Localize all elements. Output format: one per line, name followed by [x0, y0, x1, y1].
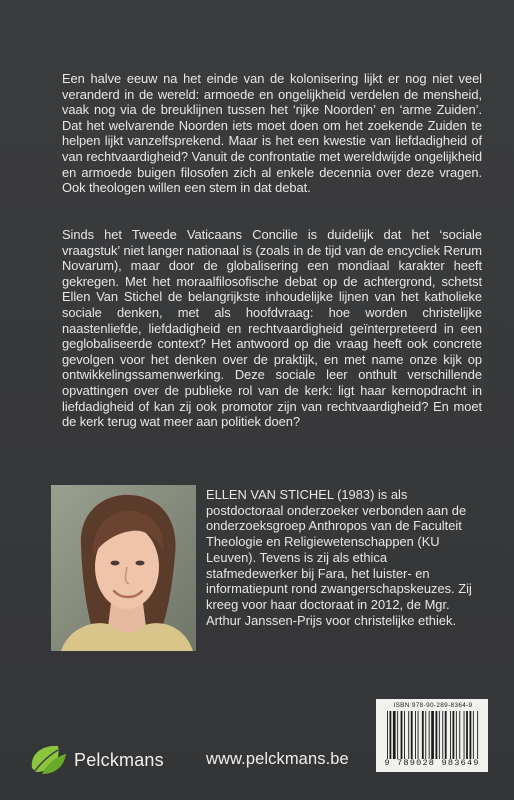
barcode-bar — [459, 711, 460, 759]
intro-paragraph: Een halve eeuw na het einde van de kolonisering lijkt er nog niet veel veranderd in de wereld: armoede en ongelijkheid verdelen de mensheid, vaak nog via de breuklijnen tussen het ‘rijke Noorden’ en ‘arme Zuiden’. Dat het welvarende Noorden iets moet doen om het zoekende Zuiden te helpen lijkt vanzelfsprekend. Maar is het een kwestie van liefdadigheid of van rechtvaardigheid? Vanuit de confrontatie met wereldwijde ongelijkheid en armoede buigen filosofen zich al enkele decennia over deze vragen. Ook theologen willen een stem in dat debat. — [62, 71, 482, 196]
barcode-bar — [408, 711, 409, 759]
barcode-bars — [387, 711, 485, 759]
barcode-bar — [453, 711, 455, 759]
author-portrait-illustration — [51, 485, 196, 651]
barcode-bar — [473, 711, 474, 759]
barcode-bar — [429, 711, 430, 759]
isbn-label: ISBN 978-90-289-8364-9 — [393, 702, 473, 709]
barcode-bar — [445, 711, 447, 759]
author-bio: ELLEN VAN STICHEL (1983) is als postdoctoraal onderzoeker verbonden aan de onderzoeksgroep Anthropos van de Faculteit Theologie en Religiewetenschappen (KU Leuven). Tevens is zij als ethica stafmedewerker bij Fara, het luister- en informatiepunt rond zwangerschapskeuzes. Zij kreeg voor haar doctoraat in 2012, de Mgr. Arthur Janssen-Prijs voor christelijke ethiek. — [206, 487, 472, 628]
barcode-bar — [439, 711, 440, 759]
barcode-bar — [401, 711, 403, 759]
barcode-bar — [390, 711, 392, 759]
publisher-logo — [28, 742, 164, 778]
barcode-digits: 9 789028 983649 — [384, 758, 480, 768]
publisher-website-link[interactable]: www.pelckmans.be — [206, 750, 349, 768]
isbn-barcode — [376, 699, 488, 772]
barcode-bar — [397, 711, 398, 759]
barcode-bar — [477, 711, 478, 759]
barcode-bar — [415, 711, 416, 759]
barcode-bar — [393, 711, 396, 759]
publisher-name: Pelckmans — [74, 749, 164, 770]
barcode-bar — [404, 711, 405, 759]
barcode-bar — [470, 711, 472, 759]
barcode-bar — [464, 711, 465, 759]
author-photo — [51, 485, 196, 651]
barcode-bar — [442, 711, 443, 759]
barcode-bar — [411, 711, 413, 759]
barcode-bar — [418, 711, 419, 759]
leaf-logo-icon — [28, 742, 68, 778]
barcode-bar — [436, 711, 438, 759]
barcode-bar — [425, 711, 426, 759]
barcode-bar — [422, 711, 424, 759]
barcode-bar — [450, 711, 451, 759]
barcode-bar — [387, 711, 388, 759]
barcode-bar — [431, 711, 434, 759]
barcode-bar — [466, 711, 468, 759]
summary-paragraph: Sinds het Tweede Vaticaans Concilie is duidelijk dat het ‘sociale vraagstuk’ niet langer nationaal is (zoals in de tijd van de encycliek Rerum Novarum), maar door de globalisering een mondiaal karakter heeft gekregen. Met het moraalfilosofische debat op de achtergrond, schetst Ellen Van Stichel de belangrijkste inhoudelijke lijnen van het katholieke sociale denken, met als hoofdvraag: hoe worden christelijke naastenliefde, liefdadigheid en rechtvaardigheid geïnterpreteerd in een geglobaliseerde context? Het antwoord op die vraag heeft ook concrete gevolgen voor het denken over de praktijk, en met name onze kijk op ontwikkelingssamenwerking. Deze sociale leer onthult verschillende opvattingen over de publieke rol van de kerk: ligt haar kernopdracht in liefdadigheid of kan zij ook promotor zijn van rechtvaardigheid? En moet de kerk terug wat meer aan politiek doen? — [62, 227, 482, 430]
barcode-bar — [456, 711, 457, 759]
